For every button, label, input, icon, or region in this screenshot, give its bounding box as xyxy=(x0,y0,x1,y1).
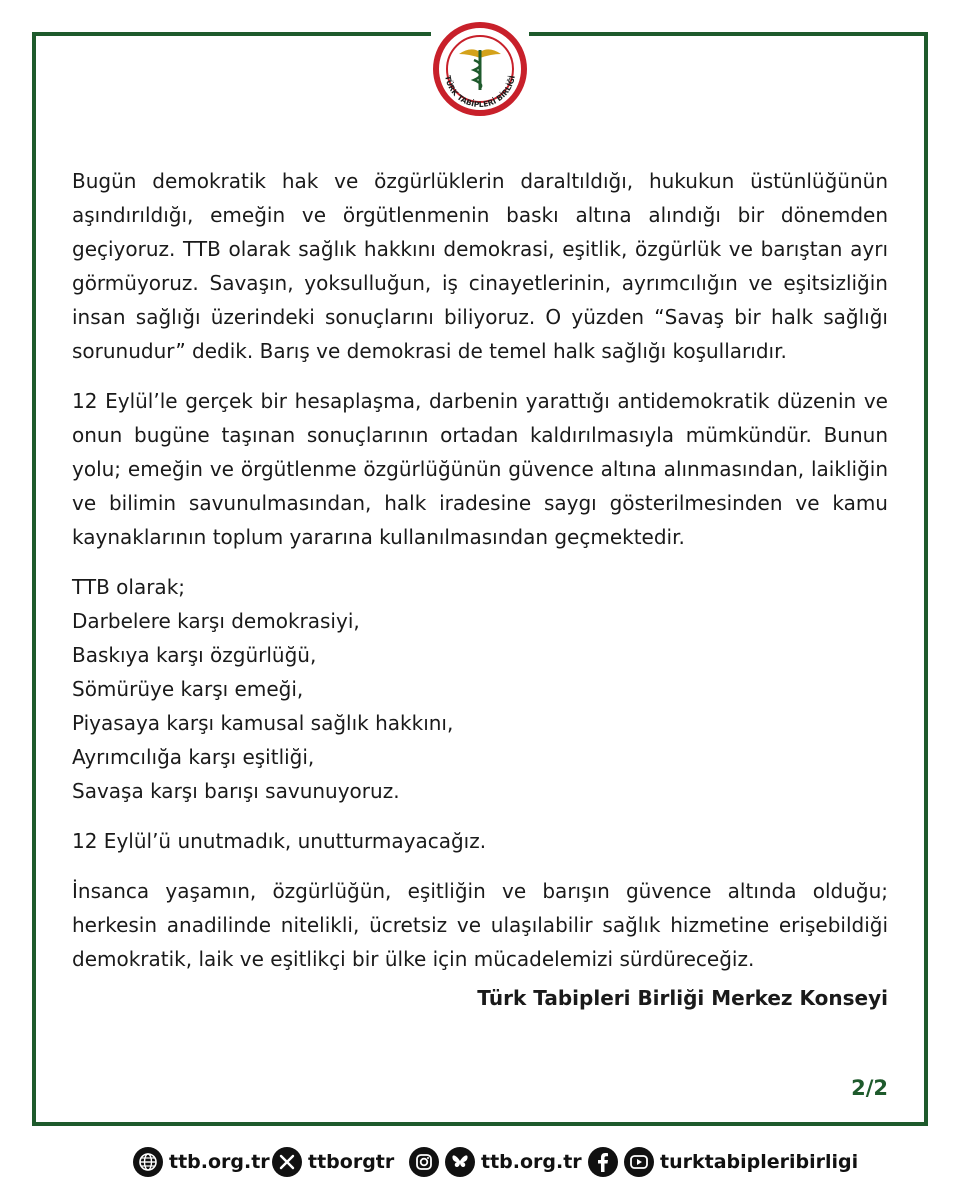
instagram-icon xyxy=(409,1147,439,1177)
facebook-icon xyxy=(588,1147,618,1177)
footer-web-text: ttb.org.tr xyxy=(169,1151,270,1173)
footer-social-bar xyxy=(0,1140,960,1184)
paragraph-2: 12 Eylül’le gerçek bir hesaplaşma, darbenin yarattığı antidemokratik düzenin ve onun bugüne taşınan sonuçlarının ortadan kaldırılmasıyla mümkündür. Bunun yolu; emeğin ve örgütlenme özgürlüğünün güvence altına alınmasından, laikliğin ve bilimin savunulmasından, halk iradesine saygı gösterilmesinden ve kamu kaynaklarının toplum yararına kullanılmasından geçmektedir. xyxy=(72,389,888,549)
signature: Türk Tabipleri Birliği Merkez Konseyi xyxy=(477,986,888,1010)
logo-ring-text: TÜRK TABİPLERİ BİRLİĞİ xyxy=(443,74,517,110)
closing-line: 12 Eylül’ü unutmadık, unutturmayacağız. xyxy=(72,829,487,853)
ttb-logo xyxy=(431,20,529,118)
ttb-logo-icon xyxy=(431,20,529,118)
paragraph-1: Bugün demokratik hak ve özgürlüklerin daraltıldığı, hukukun üstünlüğünün aşındırıldığı, emeğin ve örgütlenmenin baskı altına alındığı bir dönemden geçiyoruz. TTB olarak sağlık hakkını demokrasi, eşitlik, özgürlük ve barıştan ayrı görmüyoruz. Savaşın, yoksulluğun, iş cinayetlerinin, ayrımcılığın ve eşitsizliğin insan sağlığı üzerindeki sonuçlarını biliyoruz. O yüzden “Savaş bir halk sağlığı sorunudur” dedik. Barış ve demokrasi de temel halk sağlığı koşullarıdır. xyxy=(72,169,888,363)
list-item: Piyasaya karşı kamusal sağlık hakkını, xyxy=(72,711,454,735)
footer-web[interactable] xyxy=(133,1140,270,1184)
list-item: TTB olarak; xyxy=(72,575,186,599)
globe-icon xyxy=(133,1147,163,1177)
footer-fb-text: turktabipleribirligi xyxy=(660,1151,859,1173)
list-item: Baskıya karşı özgürlüğü, xyxy=(72,643,317,667)
page-number: 2/2 xyxy=(851,1076,888,1100)
footer-x-text: ttborgtr xyxy=(308,1151,395,1173)
footer-insta-bluesky[interactable] xyxy=(409,1140,582,1184)
list-item: Darbelere karşı demokrasiyi, xyxy=(72,609,360,633)
list-item: Ayrımcılığa karşı eşitliği, xyxy=(72,745,315,769)
footer-x[interactable] xyxy=(272,1140,394,1184)
stance-list xyxy=(72,570,888,808)
list-item: Sömürüye karşı emeği, xyxy=(72,677,304,701)
final-paragraph: İnsanca yaşamın, özgürlüğün, eşitliğin ve barışın güvence altında olduğu; herkesin anadilinde nitelikli, ücretsiz ve ulaşılabilir sağlık hizmetine erişebildiği demokratik, laik ve eşitlikçi bir ülke için mücadelemizi sürdüreceğiz. xyxy=(72,879,888,971)
x-icon xyxy=(272,1147,302,1177)
list-item: Savaşa karşı barışı savunuyoruz. xyxy=(72,779,400,803)
footer-fb-youtube[interactable] xyxy=(588,1140,858,1184)
letter-body xyxy=(72,164,888,976)
youtube-icon xyxy=(624,1147,654,1177)
footer-insta-text: ttb.org.tr xyxy=(481,1151,582,1173)
bluesky-icon xyxy=(445,1147,475,1177)
